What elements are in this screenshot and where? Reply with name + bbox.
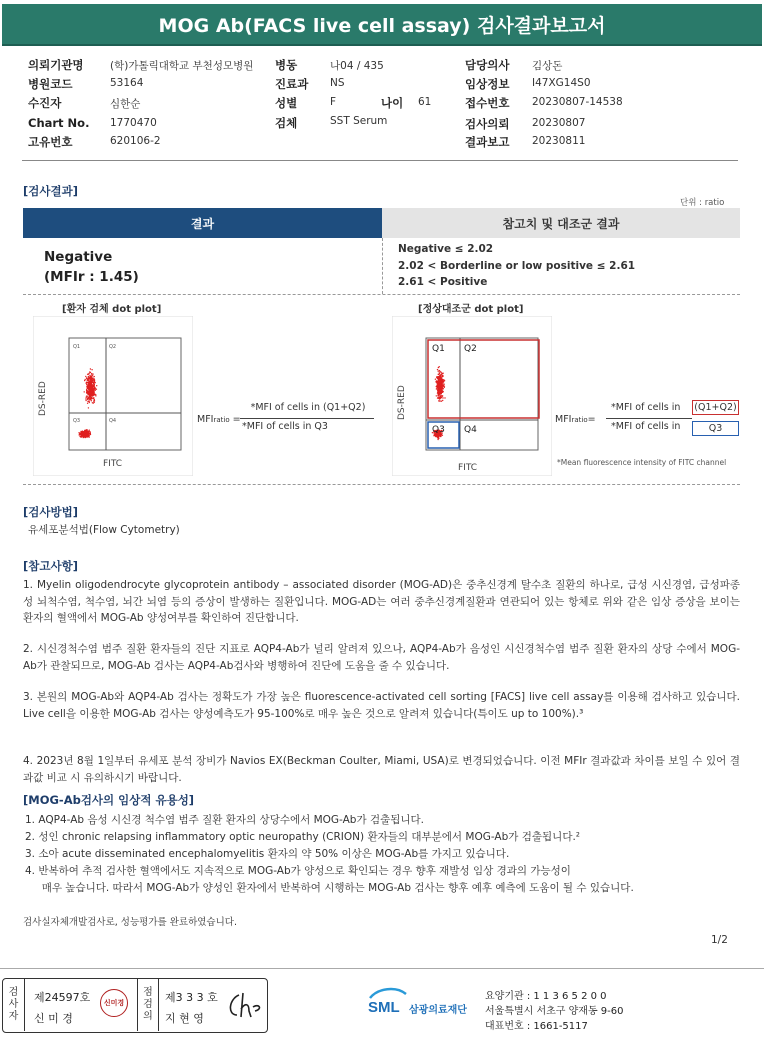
result-section-title: [검사결과] [23, 184, 78, 198]
patient-dot [94, 381, 95, 382]
control-dot [438, 382, 439, 383]
mfi-text: MFI [555, 414, 572, 425]
tester-label-char: 사 [8, 999, 19, 1010]
verifier-label-char: 의 [143, 1011, 153, 1022]
control-dot [440, 387, 441, 388]
patient-value: 심한순 [110, 98, 141, 110]
doctor-label: 담당의사 [465, 58, 510, 72]
patient-dot [88, 388, 89, 389]
control-dot [441, 393, 442, 394]
patient-dot [89, 394, 90, 395]
ref-negative: Negative ≤ 2.02 [398, 243, 494, 255]
clinical-value: I47XG14S0 [532, 77, 591, 89]
ward-label: 병동 [275, 58, 298, 72]
control-dot [443, 379, 444, 380]
control-y-label: DS-RED [397, 385, 407, 420]
tester-label-char: 자 [8, 1011, 19, 1022]
patient-dot [85, 436, 86, 437]
control-dot [442, 384, 443, 385]
ratio-subscript: ratio [213, 416, 230, 424]
unique-label: 고유번호 [28, 135, 73, 149]
patient-dot [88, 407, 89, 408]
result-header: 결과 [23, 208, 382, 238]
clinical-use-item: 2. 성인 chronic relapsing inflammatory optic neuropathy (CRION) 환자들의 대부분에서 MOG-Ab가 검출됩니다.² [25, 831, 581, 843]
control-dot [438, 388, 439, 389]
divider [22, 160, 738, 161]
verifier-name: 지 현 영 [165, 1012, 204, 1025]
patient-dot [89, 430, 90, 431]
patient-dot [86, 397, 87, 398]
tester-name: 신 미 경 [34, 1012, 73, 1025]
patient-dot [89, 380, 90, 381]
plots-dashed-line [23, 484, 740, 485]
patient-dot [87, 396, 88, 397]
org-address: 서울특별시 서초구 양재동 9-60 [485, 1006, 624, 1017]
control-dot [442, 380, 443, 381]
patient-dot [87, 391, 88, 392]
control-dot [437, 393, 438, 394]
control-dot [441, 395, 442, 396]
patient-dot [92, 385, 93, 386]
control-dot [439, 375, 440, 376]
control-dot [440, 378, 441, 379]
result-dashed-line [23, 294, 740, 295]
clinical-use-section-title: [MOG-Ab검사의 임상적 유용성] [23, 793, 195, 807]
patient-dot [90, 399, 91, 400]
patient-dot [82, 432, 83, 433]
control-dot [436, 376, 437, 377]
note-2: 2. 시신경척수염 범주 질환 환자들의 진단 지표로 AQP4-Ab가 널리 알려져 있으나, AQP4-Ab가 음성인 시신경척수염 범주 질환 환자의 상당 수에서 MOG-Ab가 관찰되므로, MOG-Ab 검사는 AQP4-Ab검사와 병행하여 진단에 도움을 줄 수 있습니다. [23, 643, 740, 672]
patient-dot [94, 379, 95, 380]
control-dot [442, 400, 443, 401]
control-mfi-numerator: *MFI of cells in [611, 402, 681, 413]
request-label: 검사의뢰 [465, 117, 510, 131]
patient-dot [82, 431, 83, 432]
patient-dot [86, 389, 87, 390]
control-dot [438, 385, 439, 386]
patient-dot [85, 398, 86, 399]
control-dot [437, 377, 438, 378]
patient-dot [94, 384, 95, 385]
patient-dot [90, 397, 91, 398]
page-number: 1/2 [711, 934, 728, 946]
age-label: 나이 [381, 96, 404, 110]
control-dot [438, 397, 439, 398]
patient-dot [89, 402, 90, 403]
patient-mfi-label: MFIratio = [197, 414, 241, 425]
control-mfi-denominator: *MFI of cells in [611, 421, 681, 432]
org-name: 삼광의료재단 [409, 1005, 467, 1016]
patient-dot [84, 435, 85, 436]
result-divider [382, 238, 383, 294]
patient-dot [91, 378, 92, 379]
control-dot [438, 371, 439, 372]
tester-number: 제24597호 [34, 991, 91, 1004]
patient-dot [87, 401, 88, 402]
control-dot [437, 369, 438, 370]
code-label: 병원코드 [28, 77, 73, 91]
receipt-value: 20230807-14538 [532, 96, 623, 108]
mfi-footnote: *Mean fluorescence intensity of FITC channel [557, 458, 727, 467]
result-value: Negative [44, 249, 113, 265]
control-dot [440, 392, 441, 393]
control-dot [438, 400, 439, 401]
patient-label: 수진자 [28, 96, 62, 110]
patient-dot [80, 437, 81, 438]
method-text: 유세포분석법(Flow Cytometry) [28, 524, 180, 536]
patient-dot [88, 383, 89, 384]
chart-value: 1770470 [110, 117, 157, 129]
method-section-title: [검사방법] [23, 505, 78, 519]
unit-label: 단위 : ratio [680, 198, 725, 208]
patient-dot [80, 431, 81, 432]
control-dot [441, 401, 442, 402]
tester-label-char: 검 [8, 987, 19, 998]
result-mfir: (MFIr : 1.45) [44, 269, 139, 285]
specimen-label: 검체 [275, 116, 298, 130]
patient-dot [84, 391, 85, 392]
patient-dot [86, 384, 87, 385]
patient-plot-title: [환자 검체 dot plot] [62, 304, 162, 315]
patient-dot [85, 379, 86, 380]
dept-value: NS [330, 77, 345, 89]
sml-logo-text: SML [368, 999, 400, 1016]
verifier-signature-icon [225, 989, 265, 1021]
report-title: MOG Ab(FACS live cell assay) 검사결과보고서 [2, 4, 762, 46]
patient-dot [82, 436, 83, 437]
patient-dot-plot [33, 316, 193, 476]
control-dot [439, 435, 440, 436]
patient-dot [94, 393, 95, 394]
control-q1-label: Q1 [432, 344, 445, 354]
patient-dot [87, 431, 88, 432]
patient-dot [88, 378, 89, 379]
patient-dot [85, 430, 86, 431]
patient-dot [91, 373, 92, 374]
patient-dot [88, 392, 89, 393]
dept-label: 진료과 [275, 77, 309, 91]
patient-dot [92, 388, 93, 389]
org-phone: 대표번호 : 1661-5117 [485, 1021, 588, 1032]
clinical-use-item: 매우 높습니다. 따라서 MOG-Ab가 양성인 환자에서 반복하여 시행하는 MOG-Ab 검사는 향후 예후 예측에 도움이 될 수 있습니다. [25, 882, 634, 894]
patient-q1-label: Q1 [73, 344, 81, 350]
report-label: 결과보고 [465, 135, 510, 149]
control-dot [437, 397, 438, 398]
patient-fraction-line [240, 418, 374, 419]
patient-dot [87, 387, 88, 388]
ref-positive: 2.61 < Positive [398, 276, 488, 288]
patient-dot [90, 368, 91, 369]
patient-dot [86, 433, 87, 434]
sex-value: F [330, 96, 337, 108]
verifier-label-char: 점 [143, 987, 153, 998]
control-dot [436, 381, 437, 382]
control-dot [443, 381, 444, 382]
control-dot [438, 395, 439, 396]
tester-seal: 신미경 [100, 989, 128, 1017]
patient-q4-label: Q4 [109, 418, 117, 424]
control-q4-label: Q4 [464, 425, 477, 435]
patient-mfi-denominator: *MFI of cells in Q3 [242, 421, 328, 432]
patient-dot [86, 392, 87, 393]
patient-dot [91, 375, 92, 376]
sex-label: 성별 [275, 96, 298, 110]
patient-dot [88, 384, 89, 385]
patient-dot [81, 433, 82, 434]
ref-borderline: 2.02 < Borderline or low positive ≤ 2.61 [398, 260, 636, 272]
notes-section-title: [참고사항] [23, 559, 78, 573]
reference-header: 참고치 및 대조군 결과 [382, 208, 740, 238]
specimen-value: SST Serum [330, 115, 388, 127]
control-dot [442, 388, 443, 389]
doctor-value: 김상돈 [532, 60, 563, 72]
control-dot [438, 381, 439, 382]
control-mfi-label: MFIratio= [555, 414, 596, 425]
patient-dot [84, 432, 85, 433]
control-dot [443, 384, 444, 385]
control-dot [436, 395, 437, 396]
patient-mfi-numerator: *MFI of cells in (Q1+Q2) [250, 402, 366, 413]
patient-dot [90, 392, 91, 393]
control-dot [439, 390, 440, 391]
note-4: 4. 2023년 8월 1일부터 유세포 분석 장비가 Navios EX(Beckman Coulter, Miami, USA)로 변경되었습니다. 이전 MFIr 결과값과 차이를 보일 수 있어 결과값 비교 시 유의하시기 바랍니다. [23, 755, 740, 784]
verifier-label-char: 검 [143, 999, 153, 1010]
receipt-label: 접수번호 [465, 96, 510, 110]
patient-x-label: FITC [103, 459, 123, 469]
control-q3-label-box: Q3 [692, 421, 739, 436]
patient-y-label: DS-RED [38, 381, 48, 416]
control-dot [442, 382, 443, 383]
control-dot [437, 390, 438, 391]
note-1: 1. Myelin oligodendrocyte glycoprotein antibody – associated disorder (MOG-AD)은 중추신경계 탈수초 질환의 하나로, 급성 시신경염, 급성파종성 뇌척수염, 척수염, 뇌간 뇌염 등의 증상이 발생하는 질환입니다. MOG-AD는 여러 중추신경계질환과 연관되어 있는 항체로 위와 같은 임상 증상을 보이는 환자의 혈액에서 MOG-Ab 양성여부를 확인하여 진단합니다. [23, 579, 740, 624]
clinical-use-item: 4. 반복하여 추적 검사한 혈액에서도 지속적으로 MOG-Ab가 양성으로 확인되는 경우 향후 재발성 임상 경과의 가능성이 [25, 865, 571, 877]
signature-box [2, 978, 268, 1033]
care-number: 요양기관 : 1 1 3 6 5 2 0 0 [485, 991, 607, 1002]
unique-value: 620106-2 [110, 135, 161, 147]
patient-dot [91, 383, 92, 384]
control-fraction-line [606, 418, 692, 419]
patient-dot [82, 435, 83, 436]
patient-dot [85, 382, 86, 383]
report-value: 20230811 [532, 135, 586, 147]
control-dot [439, 366, 440, 367]
hospital-value: (학)가톨릭대학교 부천성모병원 [110, 60, 254, 72]
patient-dot [87, 403, 88, 404]
control-dot [442, 397, 443, 398]
control-dot [440, 382, 441, 383]
patient-dot [95, 390, 96, 391]
verifier-number: 제3 3 3 호 [165, 991, 218, 1004]
patient-dot [94, 387, 95, 388]
ward-value: 나04 / 435 [330, 60, 384, 72]
patient-q2-label: Q2 [109, 344, 117, 350]
control-dot [442, 375, 443, 376]
patient-dot [95, 395, 96, 396]
patient-dot [90, 381, 91, 382]
control-dot [436, 386, 437, 387]
patient-dot [87, 374, 88, 375]
control-q3-label: Q3 [432, 425, 445, 435]
note-3: 3. 본원의 MOG-Ab와 AQP4-Ab 검사는 정확도가 가장 높은 fluorescence-activated cell sorting [FACS] live cell assay를 이용해 검사하고 있습니다. Live cell을 이용한 MOG-Ab 검사는 양성예측도가 95-100%로 매우 높은 것으로 알려져 있습니다(특이도 up to 100%).³ [23, 691, 740, 720]
patient-dot [92, 395, 93, 396]
patient-dot [83, 433, 84, 434]
tester-label [3, 979, 25, 1031]
control-q2-label: Q2 [464, 344, 477, 354]
clinical-use-item: 3. 소아 acute disseminated encephalomyelitis 환자의 약 50% 이상은 MOG-Ab를 가지고 있습니다. [25, 848, 510, 860]
age-value: 61 [418, 96, 432, 108]
sml-logo-icon [368, 986, 408, 1016]
patient-dot [96, 385, 97, 386]
control-dot [439, 401, 440, 402]
patient-dot [78, 432, 79, 433]
patient-dot [85, 376, 86, 377]
control-q12-label-box: (Q1+Q2) [692, 400, 739, 415]
control-dot [442, 373, 443, 374]
patient-dot [89, 389, 90, 390]
patient-dot [93, 383, 94, 384]
patient-plot-frame [33, 316, 193, 476]
patient-dot [94, 399, 95, 400]
patient-dot [87, 436, 88, 437]
ratio-subscript: ratio [571, 416, 588, 424]
patient-dot [89, 371, 90, 372]
control-dot [437, 437, 438, 438]
patient-dot [92, 373, 93, 374]
footer-divider [0, 968, 764, 969]
control-plot-title: [정상대조군 dot plot] [418, 304, 524, 315]
patient-dot [90, 433, 91, 434]
control-x-label: FITC [458, 463, 478, 473]
control-dot [435, 379, 436, 380]
verifier-label [137, 979, 159, 1031]
patient-dot [91, 369, 92, 370]
control-dot [441, 377, 442, 378]
request-value: 20230807 [532, 117, 586, 129]
control-dot [439, 373, 440, 374]
hospital-label: 의뢰기관명 [28, 58, 84, 72]
patient-dot [89, 385, 90, 386]
clinical-label: 임상정보 [465, 77, 510, 91]
control-dot [442, 386, 443, 387]
chart-label: Chart No. [28, 116, 90, 130]
patient-dot [85, 400, 86, 401]
patient-dot [90, 387, 91, 388]
patient-dot [80, 435, 81, 436]
control-dot [436, 388, 437, 389]
control-dot [443, 391, 444, 392]
patient-dot [91, 398, 92, 399]
clinical-use-item: 1. AQP4-Ab 음성 시신경 척수염 범주 질환 환자의 상당수에서 MOG-Ab가 검출됩니다. [25, 814, 424, 826]
validation-note: 검사실자체개발검사로, 성능평가를 완료하였습니다. [23, 917, 237, 928]
mfi-text: MFI [197, 414, 214, 425]
patient-dot [94, 376, 95, 377]
control-dot [440, 384, 441, 385]
clinical-use-list [25, 812, 745, 897]
patient-dot [93, 402, 94, 403]
control-dot [440, 374, 441, 375]
patient-dot [88, 397, 89, 398]
control-dot [444, 397, 445, 398]
patient-dot [96, 389, 97, 390]
patient-dot [86, 378, 87, 379]
control-dot [440, 371, 441, 372]
control-dot-plot [392, 316, 552, 476]
control-dot [444, 387, 445, 388]
code-value: 53164 [110, 77, 144, 89]
patient-dot [91, 385, 92, 386]
patient-q3-label: Q3 [73, 418, 81, 424]
patient-dot [93, 397, 94, 398]
